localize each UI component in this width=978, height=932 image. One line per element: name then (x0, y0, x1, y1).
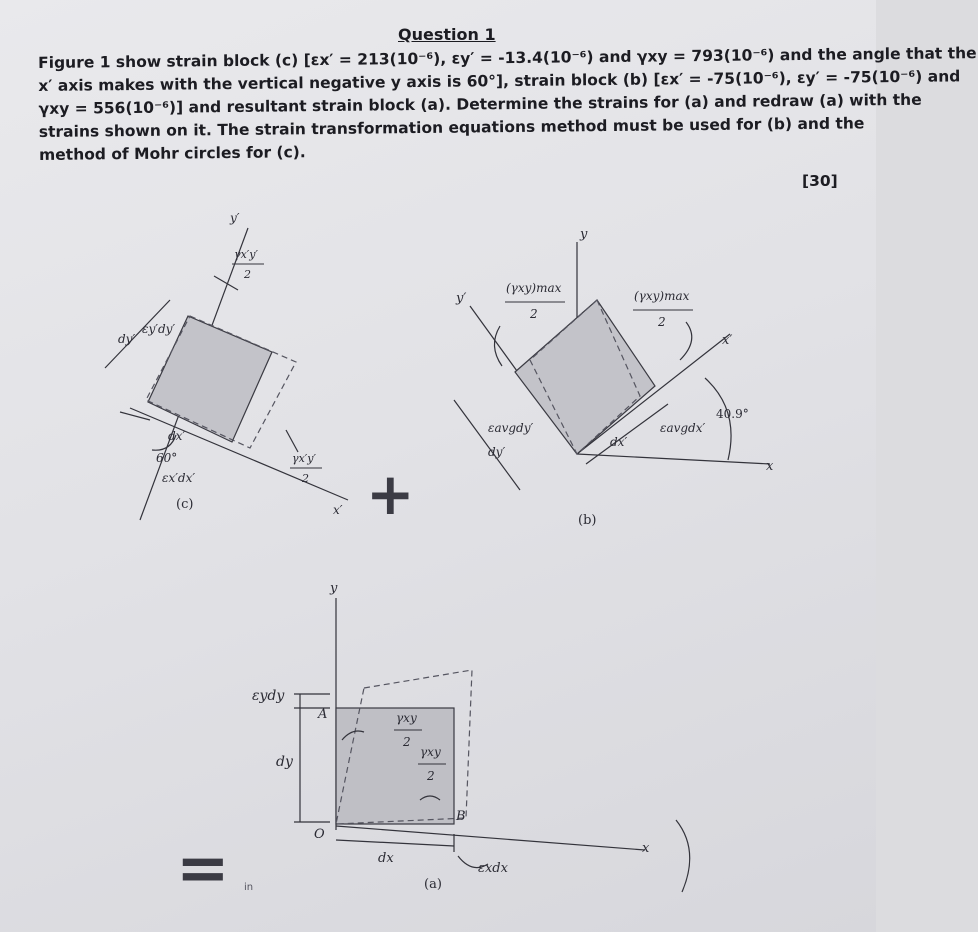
b-dx-label: dx′ (610, 435, 628, 449)
a-origin-label: O (314, 827, 325, 842)
a-element (336, 708, 454, 824)
a-ex-dx-label: εxdx (478, 861, 508, 876)
a-dy-label: dy (276, 754, 293, 770)
a-shear-right-numerator: γxy (420, 745, 441, 759)
c-shear-bottom-numerator: γx′y′ (292, 452, 316, 465)
c-dy-label: dy′ (118, 332, 136, 346)
b-x-axis-label: x (766, 459, 774, 474)
a-caption: (a) (424, 877, 442, 892)
c-shear-arc-bottom (286, 430, 298, 452)
c-ex-dx-label: εx′dx′ (162, 471, 196, 485)
c-y-axis-label: y′ (230, 211, 240, 225)
c-shear-top-denominator: 2 (244, 268, 251, 281)
problem-line-3: γxy = 556(10⁻⁶)] and resultant strain block (a). Determine the strains for (a) and redraw (a) with the (38, 90, 922, 118)
a-point-b: B (456, 809, 466, 824)
a-bracket (676, 820, 690, 892)
b-x-axis-line (577, 454, 770, 464)
b-y-axis-label: y (580, 227, 588, 242)
question-heading: Question 1 (398, 25, 496, 44)
a-x-axis-line (336, 826, 645, 850)
c-dim-tick (120, 412, 150, 420)
b-caption: (b) (578, 513, 597, 528)
c-shear-bottom-denominator: 2 (302, 472, 309, 485)
a-shear-top-denominator: 2 (403, 735, 411, 749)
b-y-prime-label: y′ (456, 291, 467, 306)
plus-sign: + (366, 460, 415, 528)
b-dy-label: dy′ (488, 445, 506, 459)
b-eavg-dy-label: εavgdy′ (488, 421, 534, 435)
problem-line-2: x′ axis makes with the vertical negative y axis is 60°], strain block (b) [εx′ = -75(10⁻⁶), εy′ = -75(10⁻⁶) and (38, 67, 961, 95)
c-angle-label: 60° (156, 451, 178, 465)
b-shear-max-left-numerator: (γxy)max (506, 281, 562, 295)
problem-line-4: strains shown on it. The strain transformation equations method must be used for (b) and the (38, 114, 865, 141)
strain-block-a (294, 598, 690, 892)
b-angle-label: 40.9° (716, 407, 749, 421)
b-shear-max-left-denominator: 2 (530, 307, 538, 321)
b-dy-dimension (454, 400, 520, 490)
b-shear-max-right-denominator: 2 (658, 315, 666, 329)
c-x-axis-label: x′ (333, 503, 343, 517)
a-shear-top-numerator: γxy (396, 711, 417, 725)
problem-line-1: Figure 1 show strain block (c) [εx′ = 213(10⁻⁶), εy′ = -13.4(10⁻⁶) and γxy = 793(10⁻⁶) and the angle that the (38, 44, 977, 72)
equals-sign: = (176, 832, 230, 906)
b-shear-max-right-numerator: (γxy)max (634, 289, 690, 303)
c-dx-label: dx′ (168, 429, 186, 443)
a-ey-dy-label: εydy (252, 688, 285, 704)
b-x-prime-label: x′ (722, 333, 733, 348)
a-dx-dimension (336, 840, 454, 846)
marks-label: [30] (802, 172, 838, 190)
a-shear-right-denominator: 2 (427, 769, 435, 783)
a-y-axis-label: y (330, 581, 338, 596)
a-point-a: A (318, 707, 328, 722)
b-eavg-dx-label: εavgdx′ (660, 421, 706, 435)
strain-block-c (105, 228, 348, 520)
c-ey-dy-label: εy′dy′ (142, 322, 176, 336)
problem-line-5: method of Mohr circles for (c). (38, 143, 306, 164)
a-dx-label: dx (378, 851, 394, 866)
c-shear-top-numerator: γx′y′ (234, 248, 258, 261)
note-text: in (244, 882, 254, 893)
b-deformed-element (515, 300, 655, 454)
c-caption: (c) (176, 497, 194, 512)
b-shear-arc-right (680, 322, 692, 360)
a-x-axis-label: x (642, 841, 650, 856)
